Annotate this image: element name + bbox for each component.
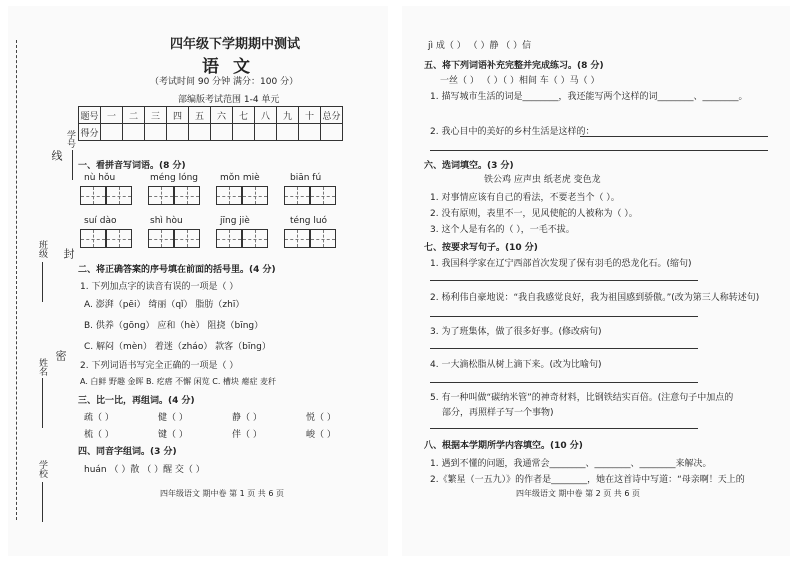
score-cell[interactable] xyxy=(211,124,233,141)
score-header-cell: 九 xyxy=(277,107,299,124)
pinyin-label: biān fú xyxy=(290,173,322,183)
writing-grid[interactable] xyxy=(216,186,242,205)
q8-1: 1. 遇到不懂的问题，我通常会________、________、________来解决。 xyxy=(430,459,712,469)
compare-word: 键（ ） xyxy=(158,430,188,440)
answer-line[interactable] xyxy=(430,280,698,281)
q5-title: 五、将下列词语补充完整并完成练习。(8 分) xyxy=(424,61,604,71)
exam-info: （考试时间 90 分钟 满分：100 分） xyxy=(150,77,299,87)
score-cell[interactable] xyxy=(255,124,277,141)
pinyin-label: shì hòu xyxy=(150,216,183,226)
score-cell[interactable] xyxy=(277,124,299,141)
writing-grid[interactable] xyxy=(242,229,268,248)
writing-grid[interactable] xyxy=(242,186,268,205)
q7-1: 1. 我国科学家在辽宁西部首次发现了保有羽毛的恐龙化石。(缩句) xyxy=(430,259,692,269)
q5-2: 2. 我心目中的美好的乡村生活是这样的： xyxy=(430,127,595,137)
q7-5a: 5. 有一种叫做“碳纳米管”的神奇材料，比钢铁结实百倍。(注意句子中加点的 xyxy=(430,393,734,403)
writing-grid[interactable] xyxy=(216,229,242,248)
pinyin-label: suí dào xyxy=(84,216,117,226)
q2-1-option-b: B. 供养（gōng） 应和（hè） 阻挠（bīng） xyxy=(84,321,264,331)
pinyin-label: téng luó xyxy=(290,216,328,226)
name-label: 姓名 xyxy=(37,358,47,376)
writing-grid[interactable] xyxy=(310,186,336,205)
answer-line[interactable] xyxy=(580,136,768,137)
pinyin-label: mǒn miè xyxy=(220,173,260,183)
answer-line[interactable] xyxy=(430,428,698,429)
score-cell[interactable] xyxy=(101,124,123,141)
score-header-row xyxy=(79,107,343,124)
writing-grid[interactable] xyxy=(174,186,200,205)
class-field[interactable] xyxy=(42,262,43,302)
subject-title: 语文 xyxy=(202,57,264,77)
school-label: 学校 xyxy=(37,460,47,478)
score-header-cell: 四 xyxy=(167,107,189,124)
q7-title: 七、按要求写句子。(10 分) xyxy=(424,243,538,253)
q7-4: 4. 一大滴松脂从树上滴下来。(改为比喻句) xyxy=(430,360,602,370)
line-char: 线 xyxy=(50,150,63,161)
q2-1-question: 1. 下列加点字的读音有误的一项是（ ） xyxy=(80,282,239,292)
writing-grid[interactable] xyxy=(174,229,200,248)
score-cell[interactable] xyxy=(299,124,321,141)
score-cell[interactable] xyxy=(321,124,343,141)
score-header-cell: 五 xyxy=(189,107,211,124)
fill-row: jì 成（ ） （ ）静 （ ）信 xyxy=(428,41,532,51)
q2-1-option-a: A. 澎湃（pēi） 绮丽（qǐ） 脂肪（zhī） xyxy=(84,300,245,310)
q3-title: 三、比一比，再组词。(4 分) xyxy=(78,396,195,406)
homophone-row: huán （ ）散 （ ）醒 交（ ） xyxy=(84,465,205,475)
score-cell[interactable] xyxy=(123,124,145,141)
pinyin-label: nù hǒu xyxy=(84,173,116,183)
writing-grid[interactable] xyxy=(284,186,310,205)
q7-3: 3. 为了班集体，做了很多好事。(修改病句) xyxy=(430,327,602,337)
q1-title: 一、看拼音写词语。(8 分) xyxy=(78,161,186,171)
q2-2-options: A. 白鲜 野趣 金晖 B. 疙瘩 不懈 闲览 C. 槽块 瘪症 麦秆 xyxy=(80,377,277,386)
answer-line[interactable] xyxy=(430,316,698,317)
dense-char: 密 xyxy=(54,350,67,361)
score-header-cell: 七 xyxy=(233,107,255,124)
q6-title: 六、选词填空。(3 分) xyxy=(424,161,514,171)
student-id-field[interactable] xyxy=(72,150,73,180)
writing-grid[interactable] xyxy=(80,229,106,248)
answer-line[interactable] xyxy=(430,150,768,151)
score-header-cell: 二 xyxy=(123,107,145,124)
q8-title: 八、根据本学期所学内容填空。(10 分) xyxy=(424,441,583,451)
score-header-cell: 总分 xyxy=(321,107,343,124)
score-table xyxy=(78,106,343,141)
compare-word: 伴（ ） xyxy=(232,430,262,440)
writing-grid[interactable] xyxy=(148,229,174,248)
compare-word: 健（ ） xyxy=(158,413,188,423)
compare-word: 梳（ ） xyxy=(84,430,114,440)
score-cell[interactable] xyxy=(189,124,211,141)
compare-word: 静（ ） xyxy=(232,413,262,423)
compare-word: 峻（ ） xyxy=(306,430,336,440)
score-cell[interactable] xyxy=(145,124,167,141)
q6-3: 3. 这个人是有名的（ ），一毛不拔。 xyxy=(430,225,575,235)
school-field[interactable] xyxy=(42,482,43,522)
exam-title: 四年级下学期期中测试 xyxy=(170,37,301,52)
q7-5b: 部分，再照样子写一个事物) xyxy=(442,408,554,418)
answer-line[interactable] xyxy=(430,348,698,349)
idiom-blanks: 一丝（ ） （ ）（ ）相间 车（ ）马（ ） xyxy=(440,76,600,86)
page-footer: 四年级语文 期中卷 第 1 页 共 6 页 xyxy=(160,489,284,498)
q7-2: 2. 杨利伟自豪地说：“我自我感觉良好，我为祖国感到骄傲。”(改为第三人称转述句) xyxy=(430,293,760,303)
compare-word: 疏（ ） xyxy=(84,413,114,423)
page-footer: 四年级语文 期中卷 第 2 页 共 6 页 xyxy=(516,489,640,498)
score-row-label: 得分 xyxy=(79,124,101,141)
score-cell[interactable] xyxy=(233,124,255,141)
q5-1: 1. 描写城市生活的词是________，我还能写两个这样的词________、________。 xyxy=(430,92,748,102)
binding-line xyxy=(16,40,17,520)
q6-2: 2. 没有原则，表里不一，见风使舵的人被称为（ ）。 xyxy=(430,209,638,219)
pinyin-label: jīng jiè xyxy=(220,216,250,226)
exam-scope: 部编版考试范围 1-4 单元 xyxy=(178,95,280,105)
q6-1: 1. 对事情应该有自己的看法，不要老当个（ ）。 xyxy=(430,193,620,203)
writing-grid[interactable] xyxy=(310,229,336,248)
writing-grid[interactable] xyxy=(106,229,132,248)
writing-grid[interactable] xyxy=(106,186,132,205)
seal-char: 封 xyxy=(62,248,75,259)
score-header-cell: 一 xyxy=(101,107,123,124)
answer-line[interactable] xyxy=(430,382,698,383)
score-header-cell: 六 xyxy=(211,107,233,124)
writing-grid[interactable] xyxy=(284,229,310,248)
score-cell[interactable] xyxy=(167,124,189,141)
q2-2-question: 2. 下列词语书写完全正确的一项是（ ） xyxy=(80,361,239,371)
q2-1-option-c: C. 解闷（mèn） 着迷（zháo） 款客（bīng） xyxy=(84,342,271,352)
q2-title: 二、将正确答案的序号填在前面的括号里。(4 分) xyxy=(78,265,276,275)
word-bank: 铁公鸡 应声虫 纸老虎 变色龙 xyxy=(484,175,601,185)
writing-grid[interactable] xyxy=(148,186,174,205)
compare-word: 悦（ ） xyxy=(306,413,336,423)
score-header-cell: 八 xyxy=(255,107,277,124)
name-field[interactable] xyxy=(42,378,43,428)
q8-2: 2.《繁星（一五九）》的作者是________，她在这首诗中写道：“母亲啊！天上的 xyxy=(430,475,745,485)
writing-grid[interactable] xyxy=(80,186,106,205)
student-id-label: 学号 xyxy=(65,130,75,148)
score-header-cell: 十 xyxy=(299,107,321,124)
pinyin-label: méng lóng xyxy=(150,173,199,183)
q4-title: 四、同音字组词。(3 分) xyxy=(78,447,177,457)
score-header-cell: 题号 xyxy=(79,107,101,124)
class-label: 班级 xyxy=(37,240,47,258)
score-header-cell: 三 xyxy=(145,107,167,124)
score-row xyxy=(79,124,343,141)
